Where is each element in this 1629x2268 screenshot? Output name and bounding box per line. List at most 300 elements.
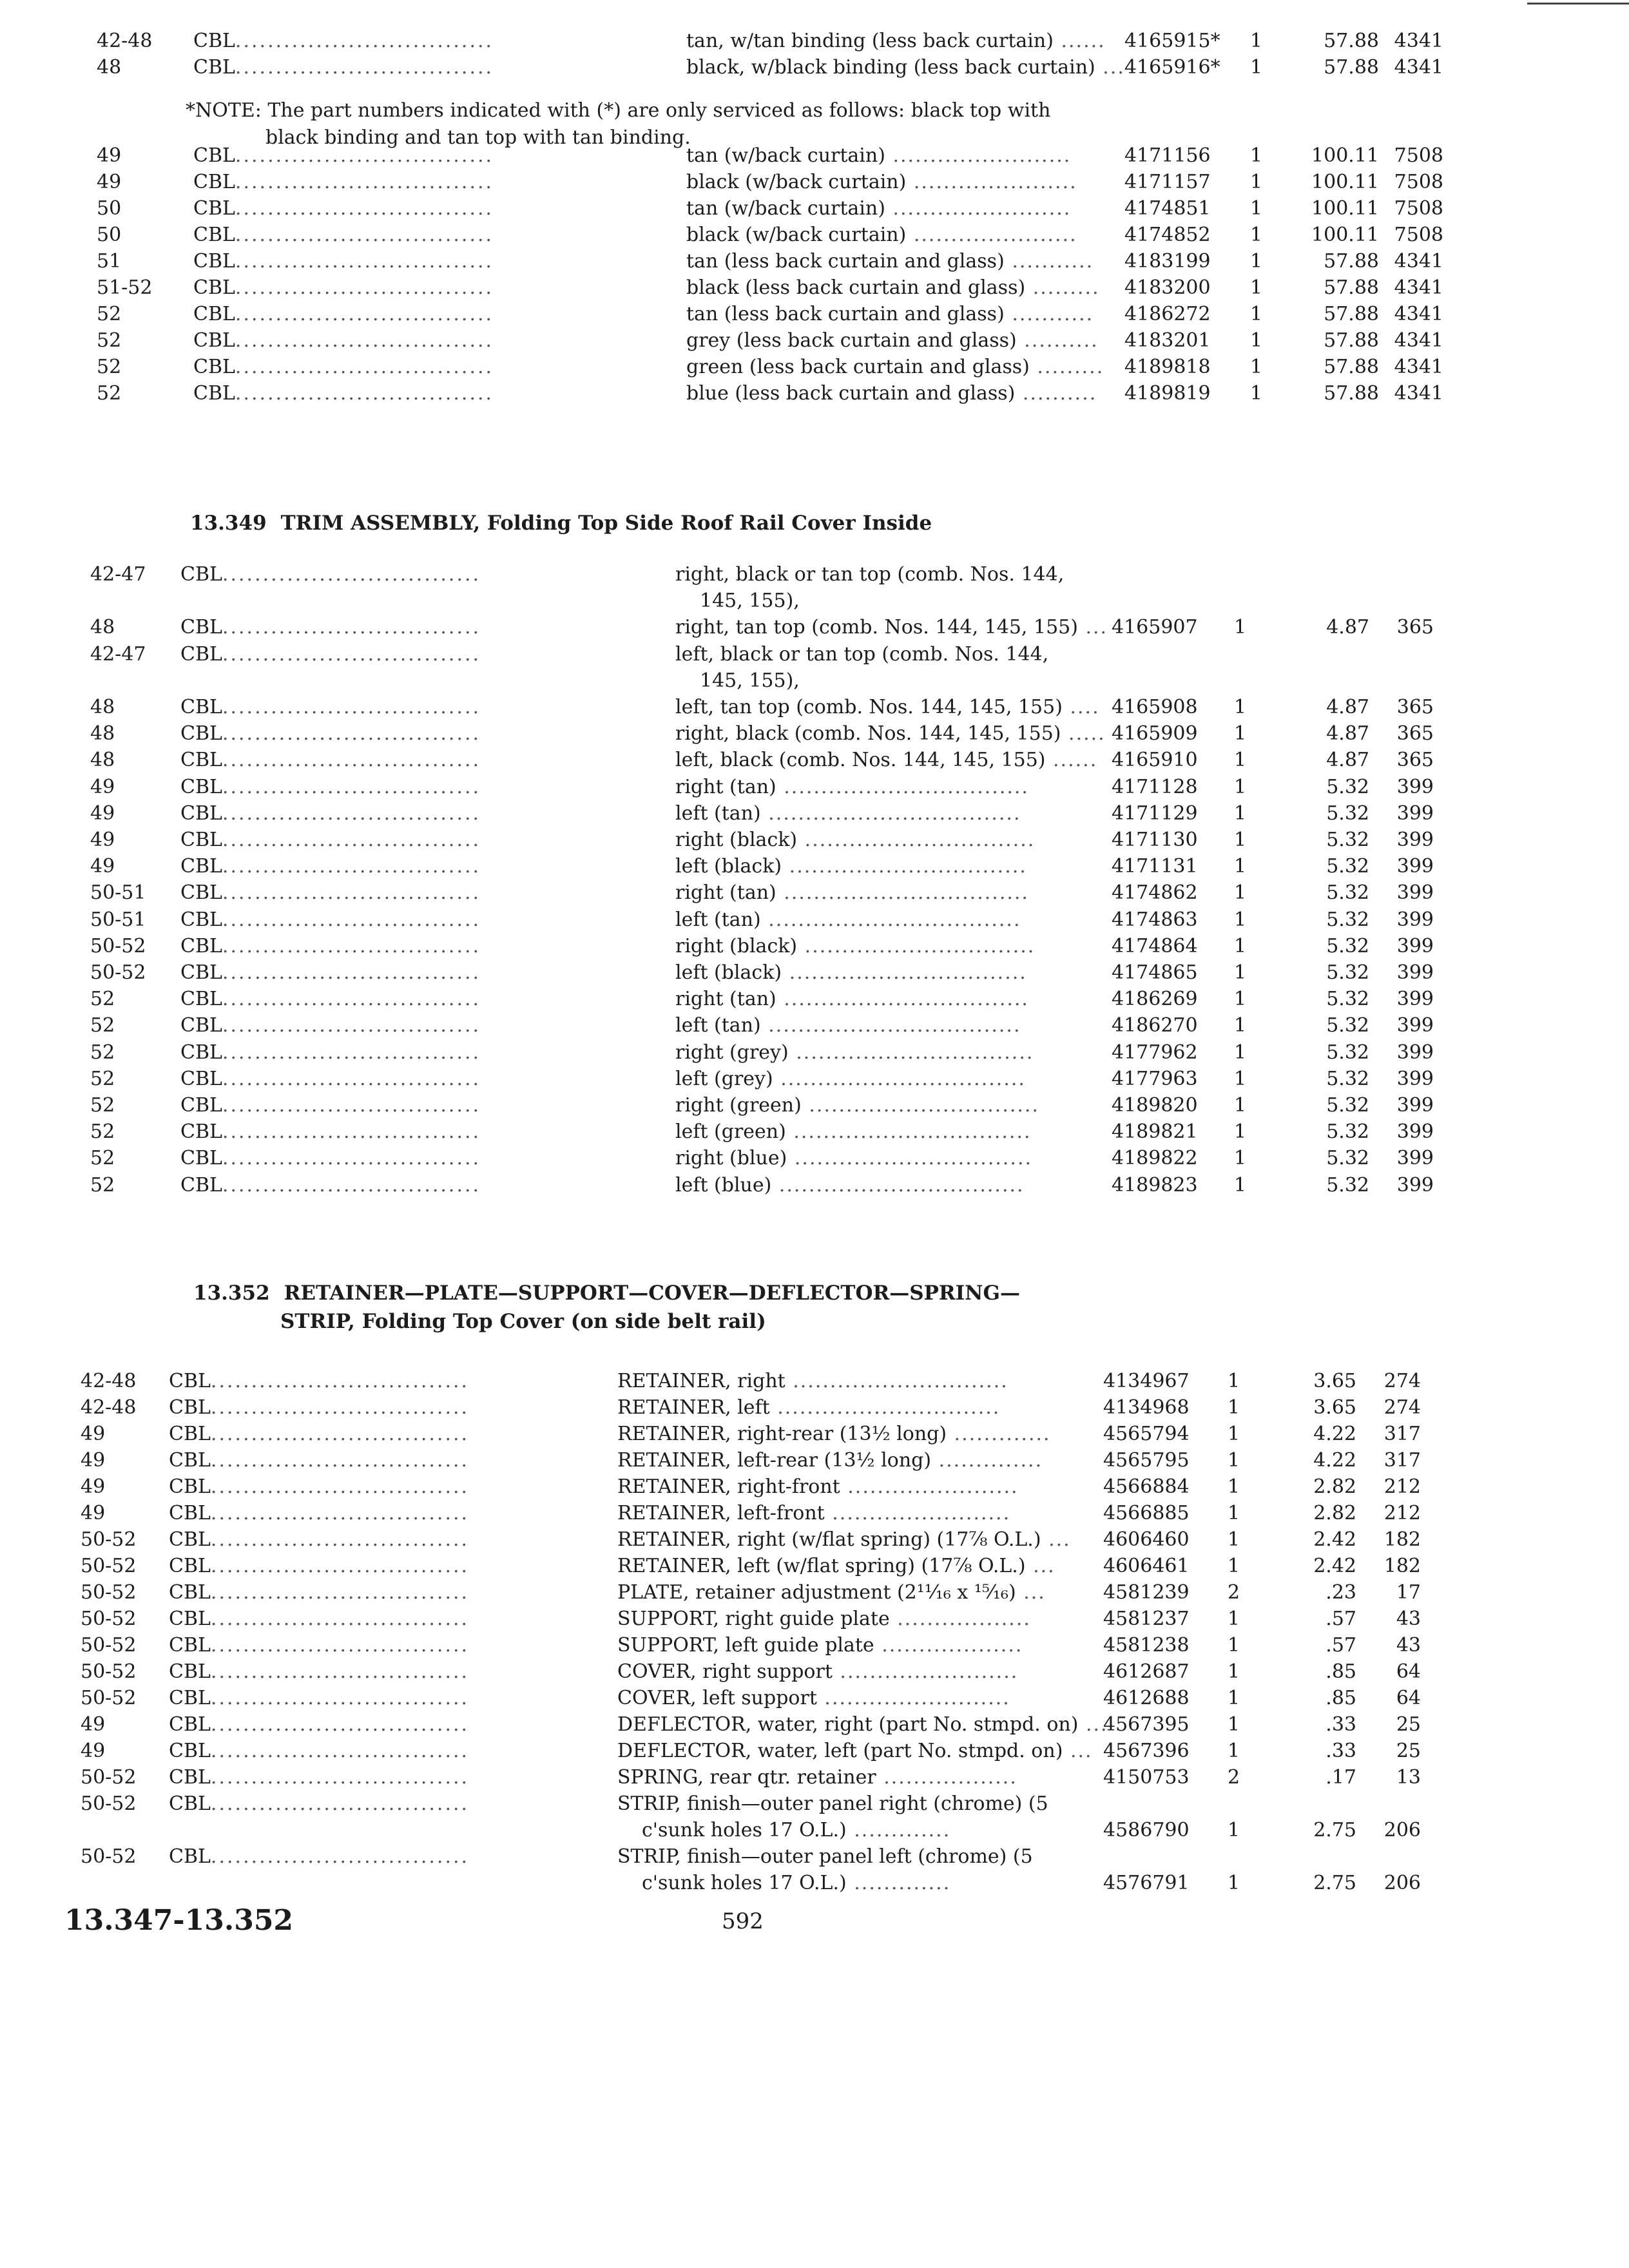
net-price: 4341 bbox=[1394, 56, 1443, 79]
model-year: 50-52 bbox=[81, 1528, 137, 1551]
part-description bbox=[617, 1448, 1081, 1474]
net-price: 43 bbox=[1396, 1634, 1421, 1657]
body-model-code: CBL bbox=[193, 224, 235, 246]
description-text: left, tan top (comb. Nos. 144, 145, 155) bbox=[675, 696, 1063, 718]
part-description bbox=[675, 747, 1139, 773]
part-description bbox=[686, 328, 1150, 354]
body-model bbox=[193, 249, 494, 274]
part-number: 4189819 bbox=[1124, 382, 1211, 405]
description-text: black, w/black binding (less back curtain) bbox=[686, 56, 1095, 79]
body-model-code: CBL bbox=[193, 197, 235, 220]
net-price: 7508 bbox=[1394, 224, 1443, 246]
table-row bbox=[0, 222, 1629, 248]
body-model bbox=[180, 721, 481, 747]
list-price: .33 bbox=[1325, 1740, 1356, 1762]
leader-dots: ........................ bbox=[885, 144, 1072, 167]
leader-dots: .................................. bbox=[760, 802, 1021, 825]
quantity: 1 bbox=[1250, 382, 1263, 405]
description-text: left, black (comb. Nos. 144, 145, 155) bbox=[675, 749, 1046, 772]
leader-dots: ............. bbox=[846, 1819, 951, 1841]
part-number: 4186270 bbox=[1112, 1014, 1198, 1037]
part-description bbox=[675, 827, 1139, 853]
part-number: 4171129 bbox=[1112, 802, 1198, 825]
part-number: 4174851 bbox=[1124, 197, 1211, 220]
table-row bbox=[0, 562, 1629, 588]
description-text: tan (less back curtain and glass) bbox=[686, 250, 1005, 273]
body-model-code: CBL bbox=[169, 1792, 211, 1815]
model-year: 52 bbox=[97, 303, 122, 325]
body-model-code: CBL bbox=[180, 749, 222, 772]
quantity: 1 bbox=[1228, 1370, 1240, 1392]
leader-dots: ............. bbox=[846, 1872, 951, 1894]
model-year: 50-52 bbox=[81, 1555, 137, 1577]
quantity: 1 bbox=[1234, 1120, 1247, 1144]
section-number: 13.349 bbox=[190, 512, 267, 535]
description-text: RETAINER, right bbox=[617, 1370, 786, 1392]
body-model bbox=[169, 1606, 469, 1632]
list-price: 57.88 bbox=[1324, 30, 1379, 52]
quantity: 1 bbox=[1234, 961, 1247, 984]
part-number: 4134968 bbox=[1103, 1396, 1190, 1419]
description-text: RETAINER, left bbox=[617, 1396, 770, 1419]
part-description bbox=[675, 642, 1139, 668]
body-model bbox=[180, 562, 481, 588]
body-model bbox=[193, 169, 494, 195]
net-price: 317 bbox=[1383, 1423, 1421, 1445]
model-year: 52 bbox=[90, 1094, 115, 1117]
list-price: 5.32 bbox=[1326, 988, 1369, 1011]
leader-dots: ... bbox=[1025, 1555, 1055, 1577]
description-text: SUPPORT, right guide plate bbox=[617, 1608, 890, 1630]
body-model bbox=[169, 1712, 469, 1738]
description-text: right (blue) bbox=[675, 1147, 787, 1170]
section-title: RETAINER—PLATE—SUPPORT—COVER—DEFLECTOR—SPRING— bbox=[284, 1282, 1020, 1305]
part-number: 4186269 bbox=[1112, 988, 1198, 1011]
quantity: 1 bbox=[1228, 1423, 1240, 1445]
list-price: 2.82 bbox=[1313, 1475, 1356, 1498]
leader-dots: ............................... bbox=[797, 934, 1036, 957]
part-number: 4565795 bbox=[1103, 1449, 1190, 1472]
section-title: TRIM ASSEMBLY, Folding Top Side Roof Rail Cover Inside bbox=[280, 512, 932, 535]
body-model-code: CBL bbox=[193, 356, 235, 378]
part-description bbox=[686, 302, 1150, 327]
part-description bbox=[675, 721, 1139, 747]
model-year: 52 bbox=[90, 988, 115, 1011]
list-price: .57 bbox=[1325, 1634, 1356, 1657]
list-price: 57.88 bbox=[1324, 303, 1379, 325]
part-description bbox=[686, 143, 1150, 169]
body-model-code: CBL bbox=[169, 1713, 211, 1736]
part-number: 4150753 bbox=[1103, 1766, 1190, 1789]
table-row bbox=[0, 1474, 1629, 1500]
leader-dots: .............................. bbox=[769, 1396, 1001, 1419]
model-year: 49 bbox=[90, 802, 115, 825]
net-price: 399 bbox=[1396, 1120, 1434, 1144]
description-text: COVER, right support bbox=[617, 1660, 833, 1683]
body-model-code: CBL bbox=[180, 642, 222, 666]
description-text: RETAINER, right-rear (13½ long) bbox=[617, 1423, 947, 1445]
quantity: 1 bbox=[1228, 1687, 1240, 1709]
net-price: 43 bbox=[1396, 1608, 1421, 1630]
part-number: 4171131 bbox=[1112, 855, 1198, 878]
net-price: 399 bbox=[1396, 1067, 1434, 1090]
part-number: 4612687 bbox=[1103, 1660, 1190, 1683]
part-number: 4565794 bbox=[1103, 1423, 1190, 1445]
body-model bbox=[169, 1580, 469, 1606]
leader-dots: ................................ bbox=[222, 908, 481, 931]
leader-dots: ............. bbox=[947, 1423, 1051, 1445]
body-model-code: CBL bbox=[193, 382, 235, 405]
leader-dots: ................................ bbox=[222, 696, 481, 718]
description-text: RETAINER, left-rear (13½ long) bbox=[617, 1449, 932, 1472]
table-row bbox=[0, 1066, 1629, 1092]
part-description bbox=[686, 196, 1150, 222]
body-model bbox=[180, 1093, 481, 1119]
table-row bbox=[0, 1146, 1629, 1171]
leader-dots: ................... bbox=[874, 1634, 1023, 1657]
table-row bbox=[0, 1765, 1629, 1791]
body-model-code: CBL bbox=[169, 1608, 211, 1630]
body-model bbox=[180, 615, 481, 640]
leader-dots: ................................ bbox=[210, 1608, 470, 1630]
leader-dots: ... bbox=[1016, 1581, 1046, 1604]
leader-dots: .................. bbox=[876, 1766, 1017, 1789]
description-text: SPRING, rear qtr. retainer bbox=[617, 1766, 876, 1789]
table-row bbox=[0, 986, 1629, 1012]
body-model bbox=[180, 1040, 481, 1066]
part-description bbox=[675, 801, 1139, 827]
leader-dots: ................................ bbox=[222, 1094, 481, 1117]
table-row bbox=[0, 1040, 1629, 1066]
description-text: left (tan) bbox=[675, 802, 761, 825]
body-model-code: CBL bbox=[193, 329, 235, 352]
part-description bbox=[675, 1119, 1139, 1145]
net-price: 25 bbox=[1396, 1713, 1421, 1736]
table-row bbox=[0, 1606, 1629, 1632]
leader-dots: ... bbox=[1063, 1740, 1093, 1762]
part-description bbox=[686, 169, 1150, 195]
part-description bbox=[686, 354, 1150, 380]
body-model bbox=[193, 143, 494, 169]
part-description bbox=[617, 1712, 1108, 1738]
body-model-code: CBL bbox=[180, 934, 222, 957]
leader-dots: .................................. bbox=[760, 1014, 1021, 1037]
body-model bbox=[180, 986, 481, 1012]
leader-dots: ................................ bbox=[235, 56, 494, 79]
quantity: 1 bbox=[1228, 1660, 1240, 1683]
leader-dots: ................................ bbox=[235, 329, 494, 352]
body-model bbox=[169, 1395, 469, 1421]
body-model-code: CBL bbox=[169, 1528, 211, 1551]
leader-dots: ........................ bbox=[885, 197, 1072, 220]
leader-dots: ......... bbox=[1025, 276, 1100, 299]
leader-dots: ............................... bbox=[801, 1094, 1039, 1117]
part-number: 4183200 bbox=[1124, 276, 1211, 299]
body-model-code: CBL bbox=[193, 171, 235, 193]
description-text: RETAINER, left-front bbox=[617, 1502, 825, 1524]
model-year: 49 bbox=[90, 775, 115, 798]
quantity: 1 bbox=[1250, 329, 1263, 352]
model-year: 52 bbox=[90, 1041, 115, 1064]
body-model-code: CBL bbox=[180, 1014, 222, 1037]
body-model bbox=[169, 1527, 469, 1553]
net-price: 7508 bbox=[1394, 171, 1443, 193]
table-row bbox=[0, 1527, 1629, 1553]
model-year: 42-47 bbox=[90, 563, 146, 586]
list-price: 5.32 bbox=[1326, 1014, 1369, 1037]
description-text: right (tan) bbox=[675, 988, 776, 1011]
list-price: 4.87 bbox=[1326, 749, 1369, 772]
body-model-code: CBL bbox=[169, 1660, 211, 1683]
table-row bbox=[0, 1659, 1629, 1685]
table-row bbox=[0, 642, 1629, 668]
model-year: 50-52 bbox=[81, 1845, 137, 1868]
body-model-code: CBL bbox=[193, 30, 235, 52]
table-row bbox=[0, 1395, 1629, 1421]
table-row bbox=[0, 143, 1629, 169]
table-row bbox=[0, 934, 1629, 959]
model-year: 52 bbox=[97, 382, 122, 405]
description-text: tan (w/back curtain) bbox=[686, 144, 885, 167]
list-price: 100.11 bbox=[1311, 171, 1379, 193]
leader-dots: ................................ bbox=[210, 1475, 470, 1498]
body-model bbox=[169, 1686, 469, 1711]
quantity: 2 bbox=[1228, 1766, 1240, 1789]
body-model-code: CBL bbox=[180, 1094, 222, 1117]
table-row bbox=[0, 1093, 1629, 1119]
body-model bbox=[180, 934, 481, 959]
list-price: 4.87 bbox=[1326, 722, 1369, 745]
leader-dots: .............. bbox=[931, 1449, 1043, 1472]
leader-dots: ................................ bbox=[235, 356, 494, 378]
body-model-code: CBL bbox=[180, 1067, 222, 1090]
quantity: 1 bbox=[1234, 1094, 1247, 1117]
leader-dots: ................................ bbox=[222, 642, 481, 666]
model-year: 51 bbox=[97, 250, 122, 273]
leader-dots: ................................ bbox=[235, 30, 494, 52]
part-description bbox=[617, 1501, 1081, 1526]
part-description bbox=[617, 1421, 1081, 1447]
leader-dots: ................................ bbox=[235, 276, 494, 299]
part-number: 4183201 bbox=[1124, 329, 1211, 352]
list-price: 4.87 bbox=[1326, 696, 1369, 718]
quantity: 1 bbox=[1234, 1041, 1247, 1064]
leader-dots: ................................ bbox=[210, 1766, 470, 1789]
list-price: 57.88 bbox=[1324, 329, 1379, 352]
body-model bbox=[193, 354, 494, 380]
description-text: left (blue) bbox=[675, 1173, 772, 1196]
list-price: .33 bbox=[1325, 1713, 1356, 1736]
part-description bbox=[617, 1659, 1081, 1685]
part-description bbox=[675, 774, 1139, 800]
description-text: right (tan) bbox=[675, 881, 776, 905]
list-price: 5.32 bbox=[1326, 775, 1369, 798]
body-model bbox=[180, 774, 481, 800]
description-text: right, black or tan top (comb. Nos. 144, bbox=[675, 563, 1065, 586]
table-row bbox=[0, 747, 1629, 773]
leader-dots: ............................... bbox=[797, 829, 1036, 851]
list-price: 4.22 bbox=[1313, 1449, 1356, 1472]
table-row bbox=[0, 328, 1629, 354]
leader-dots: .................................. bbox=[760, 908, 1021, 931]
table-row bbox=[0, 1553, 1629, 1579]
part-number: 4586790 bbox=[1103, 1819, 1190, 1841]
body-model bbox=[180, 1013, 481, 1039]
net-price: 4341 bbox=[1394, 276, 1443, 299]
body-model bbox=[180, 642, 481, 668]
quantity: 2 bbox=[1228, 1581, 1240, 1604]
net-price: 212 bbox=[1383, 1475, 1421, 1498]
net-price: 212 bbox=[1383, 1502, 1421, 1524]
leader-dots: ...... bbox=[1045, 749, 1098, 772]
body-model bbox=[169, 1791, 469, 1817]
leader-dots: ................................ bbox=[210, 1581, 470, 1604]
net-price: 25 bbox=[1396, 1740, 1421, 1762]
model-year: 50-52 bbox=[81, 1687, 137, 1709]
part-number: 4165908 bbox=[1112, 696, 1198, 718]
body-model bbox=[180, 1146, 481, 1171]
leader-dots: ................................. bbox=[776, 775, 1029, 798]
table-row bbox=[0, 695, 1629, 720]
description-text: left (black) bbox=[675, 961, 782, 984]
description-text: STRIP, finish—outer panel right (chrome) (5 bbox=[617, 1792, 1048, 1815]
list-price: .17 bbox=[1325, 1766, 1356, 1789]
description-text: tan (w/back curtain) bbox=[686, 197, 885, 220]
part-number: 4566885 bbox=[1103, 1502, 1190, 1524]
body-model-code: CBL bbox=[180, 988, 222, 1011]
body-model bbox=[193, 196, 494, 222]
body-model-code: CBL bbox=[180, 616, 222, 639]
leader-dots: ................................ bbox=[210, 1555, 470, 1577]
table-row bbox=[0, 302, 1629, 327]
net-price: 206 bbox=[1383, 1819, 1421, 1841]
description-text: COVER, left support bbox=[617, 1687, 817, 1709]
model-year: 50 bbox=[97, 197, 122, 220]
leader-dots: ...... bbox=[1053, 30, 1106, 52]
leader-dots: ... bbox=[1078, 1713, 1108, 1736]
quantity: 1 bbox=[1234, 1067, 1247, 1090]
body-model-code: CBL bbox=[180, 696, 222, 718]
model-year: 42-48 bbox=[81, 1370, 137, 1392]
table-row bbox=[0, 275, 1629, 301]
leader-dots: ... bbox=[1077, 616, 1108, 639]
body-model bbox=[169, 1553, 469, 1579]
body-model bbox=[169, 1633, 469, 1658]
table-row bbox=[0, 169, 1629, 195]
quantity: 1 bbox=[1250, 171, 1263, 193]
list-price: 5.32 bbox=[1326, 1041, 1369, 1064]
model-year: 50-51 bbox=[90, 908, 146, 931]
list-price: 57.88 bbox=[1324, 250, 1379, 273]
body-model-code: CBL bbox=[180, 881, 222, 905]
leader-dots: ................................ bbox=[210, 1423, 470, 1445]
list-price: 57.88 bbox=[1324, 276, 1379, 299]
body-model bbox=[180, 801, 481, 827]
body-model bbox=[180, 854, 481, 879]
body-model-code: CBL bbox=[169, 1475, 211, 1498]
net-price: 399 bbox=[1396, 1094, 1434, 1117]
body-model bbox=[193, 275, 494, 301]
section-heading bbox=[193, 1279, 1020, 1307]
part-number: 4189822 bbox=[1112, 1147, 1198, 1170]
description-text: SUPPORT, left guide plate bbox=[617, 1634, 874, 1657]
part-description bbox=[675, 907, 1139, 933]
leader-dots: ................................ bbox=[235, 197, 494, 220]
part-description bbox=[617, 1474, 1081, 1500]
description-text: grey (less back curtain and glass) bbox=[686, 329, 1017, 352]
body-model bbox=[193, 328, 494, 354]
body-model bbox=[169, 1659, 469, 1685]
table-row bbox=[0, 1119, 1629, 1145]
part-description bbox=[675, 1066, 1139, 1092]
net-price: 4341 bbox=[1394, 303, 1443, 325]
leader-dots: ................................ bbox=[210, 1687, 470, 1709]
list-price: 2.42 bbox=[1313, 1555, 1356, 1577]
leader-dots: ................................ bbox=[782, 855, 1027, 878]
net-price: 399 bbox=[1396, 908, 1434, 931]
table-row bbox=[0, 1633, 1629, 1658]
description-continuation: c'sunk holes 17 O.L.) ............. bbox=[642, 1872, 951, 1894]
body-model bbox=[193, 381, 494, 407]
part-description bbox=[686, 275, 1150, 301]
leader-dots: ........... bbox=[1004, 250, 1094, 273]
description-text: STRIP, finish—outer panel left (chrome) (5 bbox=[617, 1845, 1033, 1868]
net-price: 399 bbox=[1396, 1173, 1434, 1196]
leader-dots: ............................. bbox=[785, 1370, 1008, 1392]
quantity: 1 bbox=[1234, 1014, 1247, 1037]
body-model-code: CBL bbox=[169, 1555, 211, 1577]
table-row bbox=[0, 1501, 1629, 1526]
leader-dots: ................................ bbox=[210, 1502, 470, 1524]
model-year: 48 bbox=[90, 616, 115, 639]
model-year: 50-52 bbox=[90, 934, 146, 957]
table-row bbox=[0, 907, 1629, 933]
body-model-code: CBL bbox=[193, 276, 235, 299]
part-number: 4171156 bbox=[1124, 144, 1211, 167]
table-row bbox=[0, 28, 1629, 54]
body-model-code: CBL bbox=[180, 829, 222, 851]
table-row bbox=[0, 827, 1629, 853]
part-number: 4567395 bbox=[1103, 1713, 1190, 1736]
leader-dots: ................................ bbox=[222, 802, 481, 825]
table-row bbox=[0, 1712, 1629, 1738]
part-number: 4171128 bbox=[1112, 775, 1198, 798]
quantity: 1 bbox=[1250, 144, 1263, 167]
model-year: 50-52 bbox=[81, 1660, 137, 1683]
list-price: 3.65 bbox=[1313, 1396, 1356, 1419]
net-price: 4341 bbox=[1394, 356, 1443, 378]
part-number: 4183199 bbox=[1124, 250, 1211, 273]
model-year: 52 bbox=[97, 329, 122, 352]
table-row bbox=[0, 1686, 1629, 1711]
leader-dots: ................................ bbox=[222, 988, 481, 1011]
list-price: 100.11 bbox=[1311, 144, 1379, 167]
net-price: 399 bbox=[1396, 1147, 1434, 1170]
part-number: 4612688 bbox=[1103, 1687, 1190, 1709]
net-price: 182 bbox=[1383, 1528, 1421, 1551]
body-model-code: CBL bbox=[169, 1581, 211, 1604]
part-description bbox=[675, 695, 1139, 720]
model-year: 52 bbox=[90, 1147, 115, 1170]
table-row bbox=[0, 1421, 1629, 1447]
description-text: left (grey) bbox=[675, 1067, 773, 1090]
footer-page-number: 592 bbox=[722, 1908, 764, 1934]
quantity: 1 bbox=[1228, 1528, 1240, 1551]
description-text: DEFLECTOR, water, left (part No. stmpd. on) bbox=[617, 1740, 1063, 1762]
leader-dots: ................................ bbox=[782, 961, 1027, 984]
description-text: RETAINER, left (w/flat spring) (17⅞ O.L.) bbox=[617, 1555, 1026, 1577]
part-description bbox=[675, 1040, 1139, 1066]
